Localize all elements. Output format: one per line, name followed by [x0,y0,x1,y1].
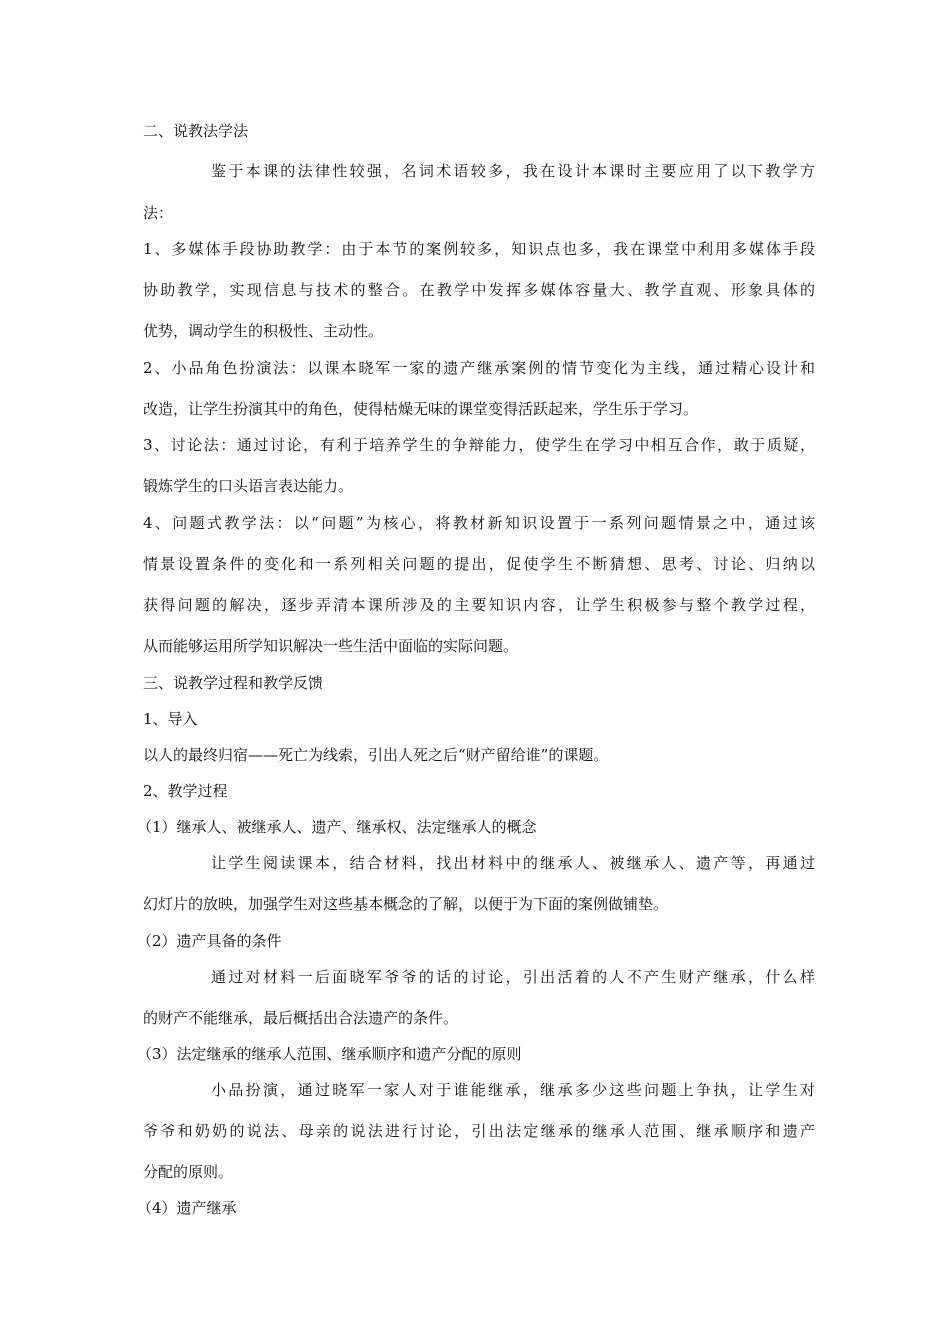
paragraph-line: 让学生阅读课本，结合材料，找出材料中的继承人、被继承人、遗产等，再通过 [211,854,815,872]
method-4-line: 4、问题式教学法：以“问题”为核心，将教材新知识设置于一系列问题情景之中，通过该 [143,514,815,532]
section-heading-teaching-methods: 二、说教法学法 [143,122,249,140]
method-1-line: 1、多媒体手段协助教学：由于本节的案例较多，知识点也多，我在课堂中利用多媒体手段 [143,240,815,258]
section-heading-teaching-process: 三、说教学过程和教学反馈 [143,674,324,692]
method-1-line: 优势，调动学生的积极性、主动性。 [143,322,384,340]
paragraph-line: 分配的原则。 [143,1163,234,1181]
item-heading-legal-inheritance: （3）法定继承的继承人范围、继承顺序和遗产分配的原则 [137,1045,522,1063]
item-heading-conditions: （2）遗产具备的条件 [137,932,282,950]
paragraph-line: 的财产不能继承，最后概括出合法遗产的条件。 [143,1009,459,1027]
item-heading-inheritance: （4）遗产继承 [137,1199,237,1217]
method-3-line: 锻炼学生的口头语言表达能力。 [143,477,354,495]
method-4-line: 从而能够运用所学知识解决一些生活中面临的实际问题。 [143,637,519,655]
method-4-line: 获得问题的解决，逐步弄清本课所涉及的主要知识内容，让学生积极参与整个教学过程， [143,596,815,614]
method-2-line: 2、小品角色扮演法：以课本晓军一家的遗产继承案例的情节变化为主线，通过精心设计和 [143,359,815,377]
paragraph-line: 以人的最终归宿——死亡为线索，引出人死之后“财产留给谁”的课题。 [143,746,609,764]
subheading-introduction: 1、导入 [143,710,198,728]
paragraph-line: 法： [143,204,174,222]
paragraph-line: 爷爷和奶奶的说法、母亲的说法进行讨论，引出法定继承的继承人范围、继承顺序和遗产 [143,1122,815,1140]
method-1-line: 协助教学，实现信息与技术的整合。在教学中发挥多媒体容量大、教学直观、形象具体的 [143,281,815,299]
method-3-line: 3、讨论法：通过讨论，有利于培养学生的争辩能力，使学生在学习中相互合作，敢于质疑， [143,436,815,454]
paragraph-line: 小品扮演，通过晓军一家人对于谁能继承，继承多少这些问题上争执，让学生对 [211,1081,815,1099]
method-2-line: 改造，让学生扮演其中的角色，使得枯燥无味的课堂变得活跃起来，学生乐于学习。 [143,400,699,418]
paragraph-line: 幻灯片的放映，加强学生对这些基本概念的了解，以便于为下面的案例做铺垫。 [143,895,669,913]
item-heading-concepts: （1）继承人、被继承人、遗产、继承权、法定继承人的概念 [137,818,537,836]
subheading-process: 2、教学过程 [143,782,228,800]
paragraph-line: 鉴于本课的法律性较强，名词术语较多，我在设计本课时主要应用了以下教学方 [211,162,815,180]
method-4-line: 情景设置条件的变化和一系列相关问题的提出，促使学生不断猜想、思考、讨论、归纳以 [143,555,815,573]
paragraph-line: 通过对材料一后面晓军爷爷的话的讨论，引出活着的人不产生财产继承，什么样 [211,968,815,986]
